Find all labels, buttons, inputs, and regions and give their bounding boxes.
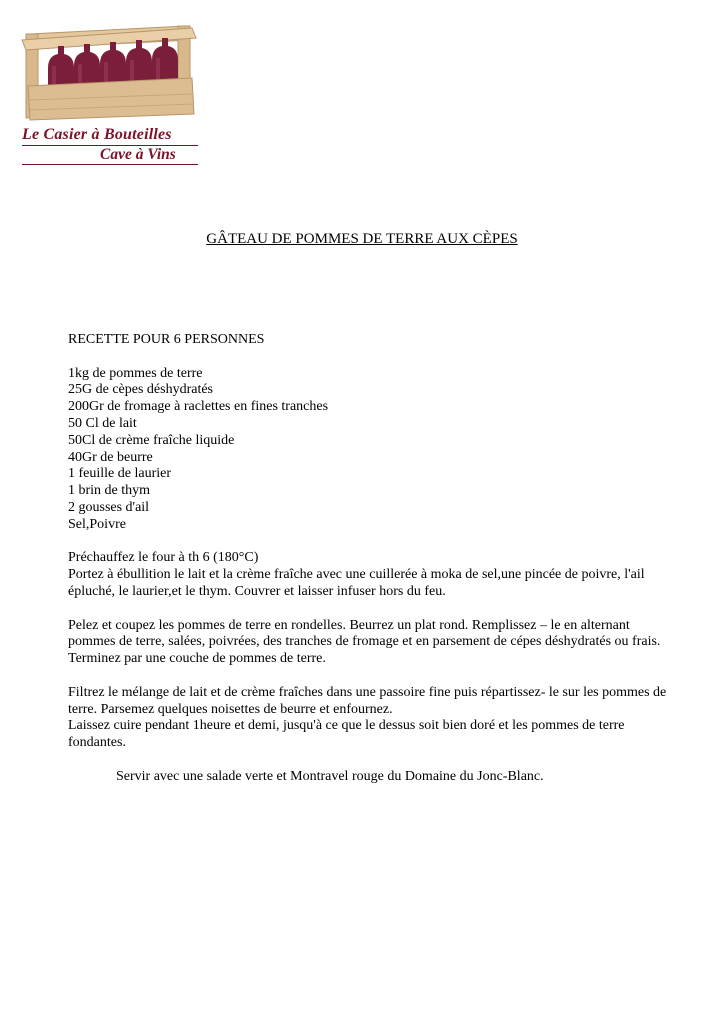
ingredient-item: 2 gousses d'ail xyxy=(68,499,150,515)
wine-crate-icon xyxy=(18,16,202,126)
ingredient-item: 1 feuille de laurier xyxy=(68,466,172,482)
step-filter: Filtrez le mélange de lait et de crème fraîches dans une passoire fine puis répartissez- le sur les pommes de terre. Parsemez quelques noisettes de beurre et enfournez. xyxy=(68,684,667,717)
ingredient-item: 200Gr de fromage à raclettes en fines tranches xyxy=(68,399,329,415)
ingredient-item: 1 brin de thym xyxy=(68,483,151,499)
servings-heading: RECETTE POUR 6 PERSONNES xyxy=(68,332,265,347)
serving-suggestion: Servir avec une salade verte et Montravel rouge du Domaine du Jonc-Blanc. xyxy=(116,768,544,784)
logo-text-line2: Cave à Vins xyxy=(100,146,176,163)
recipe-title: GÂTEAU DE POMMES DE TERRE AUX CÈPES xyxy=(206,231,518,247)
ingredient-item: 1kg de pommes de terre xyxy=(68,365,203,381)
ingredient-item: 40Gr de beurre xyxy=(68,449,153,465)
recipe-body xyxy=(68,332,668,786)
logo xyxy=(18,16,202,166)
ingredient-item: 25G de cèpes déshydratés xyxy=(68,382,214,398)
step-layer: Pelez et coupez les pommes de terre en rondelles. Beurrez un plat rond. Remplissez – le en alternant pommes de terre, salées, poivrées, des tranches de fromage et en parsement de cépes déshydratés ou frais. Terminez par une couche de pommes de terre. xyxy=(68,617,661,667)
step-bake: Laissez cuire pendant 1heure et demi, jusqu'à ce que le dessus soit bien doré et les pommes de terre fondantes. xyxy=(68,718,625,751)
ingredient-item: 50Cl de crème fraîche liquide xyxy=(68,432,235,448)
step-preheat: Préchauffez le four à th 6 (180°C) xyxy=(68,550,259,566)
step-boil: Portez à ébullition le lait et la crème fraîche avec une cuillerée à moka de sel,une pincée de poivre, l'ail épluché, le laurier,et le thym. Couvrer et laisser infuser hors du feu. xyxy=(68,567,645,599)
ingredient-item: 50 Cl de lait xyxy=(68,415,137,431)
logo-underline xyxy=(22,164,198,165)
ingredients-list xyxy=(68,366,668,534)
ingredient-item: Sel,Poivre xyxy=(68,516,126,532)
logo-text-line1: Le Casier à Bouteilles xyxy=(22,126,172,143)
